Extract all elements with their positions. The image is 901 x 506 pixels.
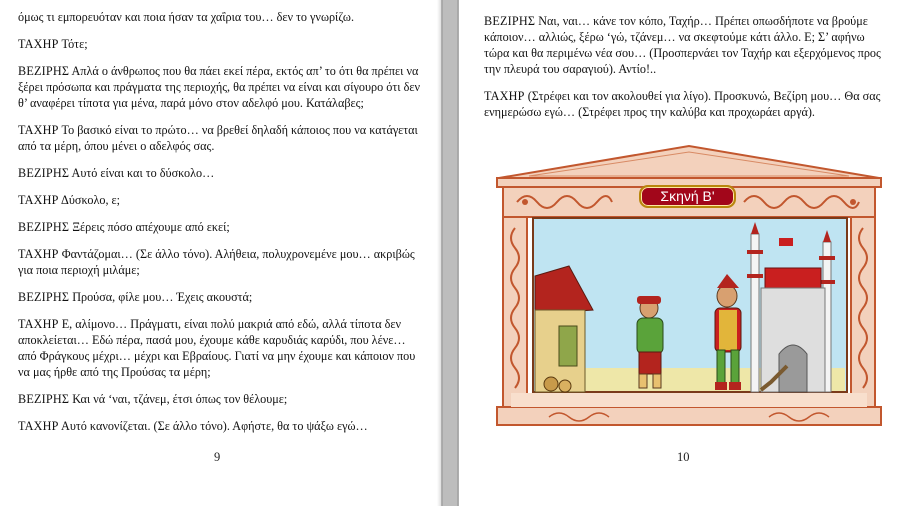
dialogue-paragraph <box>484 13 888 77</box>
speaker-name: ΒΕΖΙΡΗΣ <box>18 166 70 180</box>
dialogue-paragraph <box>18 122 424 154</box>
page-number-right: 10 <box>677 450 690 464</box>
left-page <box>0 0 441 506</box>
dialogue-text: Ναι, ναι… κάνε τον κόπο, Ταχήρ… Πρέπει οπωσδήποτε να βρούμε κάποιον… αλλιώς, ξέρω ‘γώ, τζάνεμ… να σκεφτούμε κάτι άλλο. Ε; Σ’ αφήνω τώρα και θα περιμένω νέα σου… (Προσπερνάει τον Ταχήρ και εξερχόμενος προς την πλευρά του σαραγιού). Αντίο!.. <box>484 14 881 76</box>
speaker-name: ΤΑΧΗΡ <box>18 419 59 433</box>
speaker-name: ΒΕΖΙΡΗΣ <box>18 64 70 78</box>
dialogue-text: Προύσα, φίλε μου… Έχεις ακουστά; <box>72 290 253 304</box>
dialogue-text: (Στρέφει και τον ακολουθεί για λίγο). Προσκυνώ, Βεζίρη μου… Θα σας ενημερώσω εγώ… (Στρέφει προς την καλύβα και προχωράει αργά). <box>484 89 881 119</box>
dialogue-paragraph <box>18 36 424 52</box>
dialogue-text: όμως τι εμπορευόταν και ποια ήσαν τα χαΐρια του… δεν το γνωρίζω. <box>18 10 355 24</box>
dialogue-text: Απλά ο άνθρωπος που θα πάει εκεί πέρα, εκτός απ’ το ότι θα πρέπει να ξέρει πρόσωπα και πράγματα της περιοχής, θα πρέπει να είναι και σίγουρο ότι δεν θ’ αναφέρει τίποτα για μένα, παρά μόνο στον αδελφό μου. Κατάλαβες; <box>18 64 420 110</box>
speaker-name: ΒΕΖΙΡΗΣ <box>18 220 70 234</box>
page-number-left: 9 <box>214 450 221 464</box>
speaker-name: ΒΕΖΙΡΗΣ <box>18 392 70 406</box>
dialogue-text: Φαντάζομαι… (Σε άλλο τόνο). Αλήθεια, πολυχρονεμένε μου… ακριβώς για ποια περιοχή μιλάμε; <box>18 247 415 277</box>
speaker-name: ΤΑΧΗΡ <box>18 37 59 51</box>
dialogue-text: Και νά ‘ναι, τζάνεμ, έτσι όπως τον θέλουμε; <box>72 392 288 406</box>
dialogue-paragraph <box>18 165 424 181</box>
scene-title-badge: Σκηνή Β' <box>639 185 736 208</box>
dialogue-text: Το βασικό είναι το πρώτο… να βρεθεί δηλαδή κάποιος που να κατάγεται από τα μέρη, όπου μένει ο αδελφός σας. <box>18 123 418 153</box>
dialogue-paragraph <box>18 316 424 380</box>
dialogue-text: Ε, αλίμονο… Πράγματι, είναι πολύ μακριά από εδώ, αλλά τίποτα δεν αποκλείεται… Εδώ πέρα, πασά μου, έχουμε κάθε καρυδιάς καρύδι, που λένε… από Φράγκους μέχρι… μέχρι και Εβραίους. Γιατί να μην έχουμε και κάποιον που να μας ήρθε από της Προύσας τα μέρη; <box>18 317 416 379</box>
speaker-name: ΒΕΖΙΡΗΣ <box>484 14 536 28</box>
dialogue-paragraph <box>18 418 424 434</box>
dialogue-paragraph <box>18 192 424 208</box>
right-page <box>459 0 901 506</box>
dialogue-text: Δύσκολο, ε; <box>61 193 121 207</box>
puppet-theatre-illustration <box>489 138 889 438</box>
right-page-text <box>484 13 888 131</box>
dialogue-paragraph <box>18 219 424 235</box>
dialogue-paragraph <box>18 289 424 305</box>
dialogue-paragraph <box>18 63 424 111</box>
page-gutter <box>443 0 457 506</box>
dialogue-text: Αυτό κανονίζεται. (Σε άλλο τόνο). Αφήστε, θα το ψάξω εγώ… <box>61 419 368 433</box>
left-page-text <box>18 9 424 445</box>
dialogue-text: Τότε; <box>61 37 88 51</box>
speaker-name: ΤΑΧΗΡ <box>18 123 59 137</box>
speaker-name: ΤΑΧΗΡ <box>18 317 59 331</box>
theatre-drawing <box>489 138 889 438</box>
dialogue-text: Αυτό είναι και το δύσκολο… <box>71 166 215 180</box>
speaker-name: ΤΑΧΗΡ <box>18 247 59 261</box>
dialogue-paragraph <box>18 246 424 278</box>
dialogue-paragraph <box>18 9 424 25</box>
dialogue-paragraph <box>18 391 424 407</box>
dialogue-text: Ξέρεις πόσο απέχουμε από εκεί; <box>72 220 230 234</box>
speaker-name: ΒΕΖΙΡΗΣ <box>18 290 70 304</box>
speaker-name: ΤΑΧΗΡ <box>18 193 59 207</box>
dialogue-paragraph <box>484 88 888 120</box>
speaker-name: ΤΑΧΗΡ <box>484 89 525 103</box>
